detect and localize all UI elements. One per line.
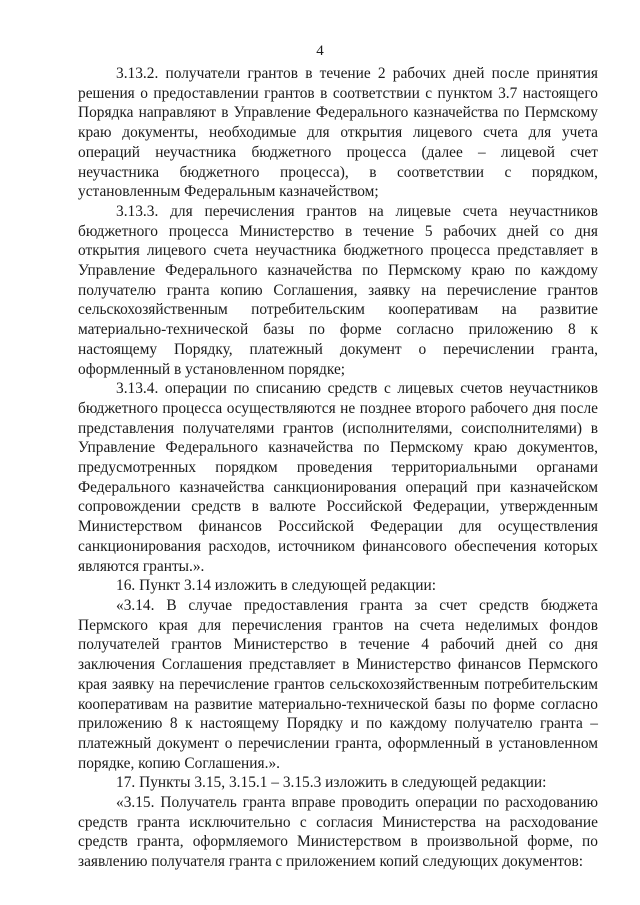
paragraph-3-13-2: 3.13.2. получатели грантов в течение 2 рабочих дней после принятия решения о предоставлении грантов в соответствии с пунктом 3.7 настоящего Порядка направляют в Управление Федерального казначейства по Пермскому краю документы, необходимые для открытия лицевого счета для учета операций неучастника бюджетного процесса (далее – лицевой счет неучастника бюджетного процесса), в соответствии с порядком, установленным Федеральным казначейством; [78,65,598,201]
paragraph-item-17: 17. Пункты 3.15, 3.15.1 – 3.15.3 изложить в следующей редакции: [116,774,547,792]
document-body [78,64,598,872]
page-number: 4 [316,43,324,59]
paragraph-3-14: «3.14. В случае предоставления гранта за счет средств бюджета Пермского края для перечисления грантов на счета неделимых фондов получателей грантов Министерство в течение 4 рабочий дней со дня заключения Соглашения представляет в Министерство финансов Пермского края заявку на перечисление грантов сельскохозяйственным потребительским кооперативам на развитие материально-технической базы по форме согласно приложению 8 к настоящему Порядку и по каждому получателю гранта – платежный документ о перечислении гранта, оформленный в установленном порядке, копию Соглашения.». [78,596,598,772]
paragraph-3-13-4: 3.13.4. операции по списанию средств с лицевых счетов неучастников бюджетного процесса осуществляются не позднее второго рабочего дня после представления получателями грантов (исполнителями, соисполнителями) в Управление Федерального казначейства по Пермскому краю документов, предусмотренных порядком проведения территориальными органами Федерального казначейства санкционирования операций при казначейском сопровождении средств в валюте Российской Федерации, утвержденным Министерством финансов Российской Федерации для осуществления санкционирования расходов, источником финансового обеспечения которых являются гранты.». [78,380,598,575]
paragraph-item-16: 16. Пункт 3.14 изложить в следующей редакции: [116,577,437,595]
paragraph-3-15: «3.15. Получатель гранта вправе проводить операции по расходованию средств гранта исключительно с согласия Министерства на расходование средств гранта, оформляемого Министерством в произвольной форме, по заявлению получателя гранта с приложением копий следующих документов: [78,794,598,871]
paragraph-3-13-3: 3.13.3. для перечисления грантов на лицевые счета неучастников бюджетного процесса Министерство в течение 5 рабочих дней со дня открытия лицевого счета неучастника бюджетного процесса представляет в Управление Федерального казначейства по Пермскому краю по каждому получателю гранта копию Соглашения, заявку на перечисление грантов сельскохозяйственным потребительским кооперативам на развитие материально-технической базы по форме согласно приложению 8 к настоящему Порядку, платежный документ о перечислении гранта, оформленный в установленном порядке; [78,202,598,378]
